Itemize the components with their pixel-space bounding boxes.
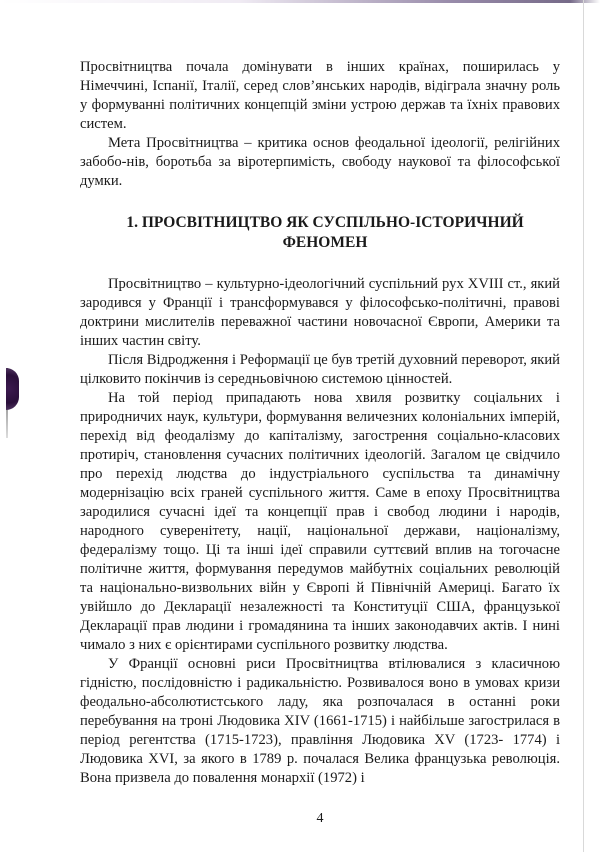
page-body xyxy=(80,58,560,788)
section-heading: 1. ПРОСВІТНИЦТВО ЯК СУСПІЛЬНО-ІСТОРИЧНИЙ ФЕНОМЕН xyxy=(126,214,524,251)
paragraph-definition: Просвітництво – культурно-ідеологічний суспільний рух XVIII ст., який зародився у Франції і трансформувався у філософсько-політичні, правові доктрини мислителів переважної частини новочасної Європи, Америки та інших частин світу. xyxy=(80,276,560,349)
paragraph-continuation: Просвітництва почала домінувати в інших країнах, поширилась у Німеччині, Іспанії, Італії, серед слов’янських народів, відіграла значну роль у формуванні політичних концепцій зміни устрою держав та їхніх правових систем. xyxy=(80,59,560,132)
paragraph-period: На той період припадають нова хвиля розвитку соціальних і природничих наук, культури, формування величезних колоніальних імперій, перехід від феодалізму до капіталізму, загострення соціально-класових протиріч, становлення сучасних політичних ідеологій. Загалом це свідчило про перехід людства до індустріального суспільства та динамічну модернізацію всіх граней суспільного життя. Саме в епоху Просвітництва зародилися сучасні ідеї та концепції прав і свобод людини і народів, народного суверенітету, нації, національної держави, націоналізму, федералізму тощо. Ці та інші ідеї справили суттєвий вплив на тогочасне політичне життя, формування передумов майбутніх соціальних революцій та національно-визвольних війн у Європі й Північній Америці. Багато їх увійшло до Декларації незалежності та Конституції США, французької Декларації прав людини і громадянина та інших законодавчих актів. І нині чимало з них є орієнтирами суспільного розвитку людства. xyxy=(80,390,560,653)
paragraph-goal: Мета Просвітництва – критика основ феодальної ідеології, релігійних забобо-нів, боротьба за віротерпимість, свободу наукової та філософської думки. xyxy=(80,135,560,189)
paragraph-france: У Франції основні риси Просвітництва втілювалися з класичною гідністю, послідовністю і радикальністю. Розвивалося воно в умовах кризи феодально-абсолютистського ладу, яка розпочалася в останні роки перебування на троні Людовика XIV (1661-1715) і найбільше загострилася в період регентства (1715-1723), правління Людовика XV (1723- 1774) і Людовика XVI, за якого в 1789 р. почалася Велика французька революція. Вона призвела до повалення монархії (1972) і xyxy=(80,656,560,786)
paragraph-third-revolution: Після Відродження і Реформації це був третій духовний переворот, який цілковито покінчив із середньовічною системою цінностей. xyxy=(80,352,560,387)
scan-page-edge xyxy=(583,0,584,852)
page-number: 4 xyxy=(316,811,324,826)
